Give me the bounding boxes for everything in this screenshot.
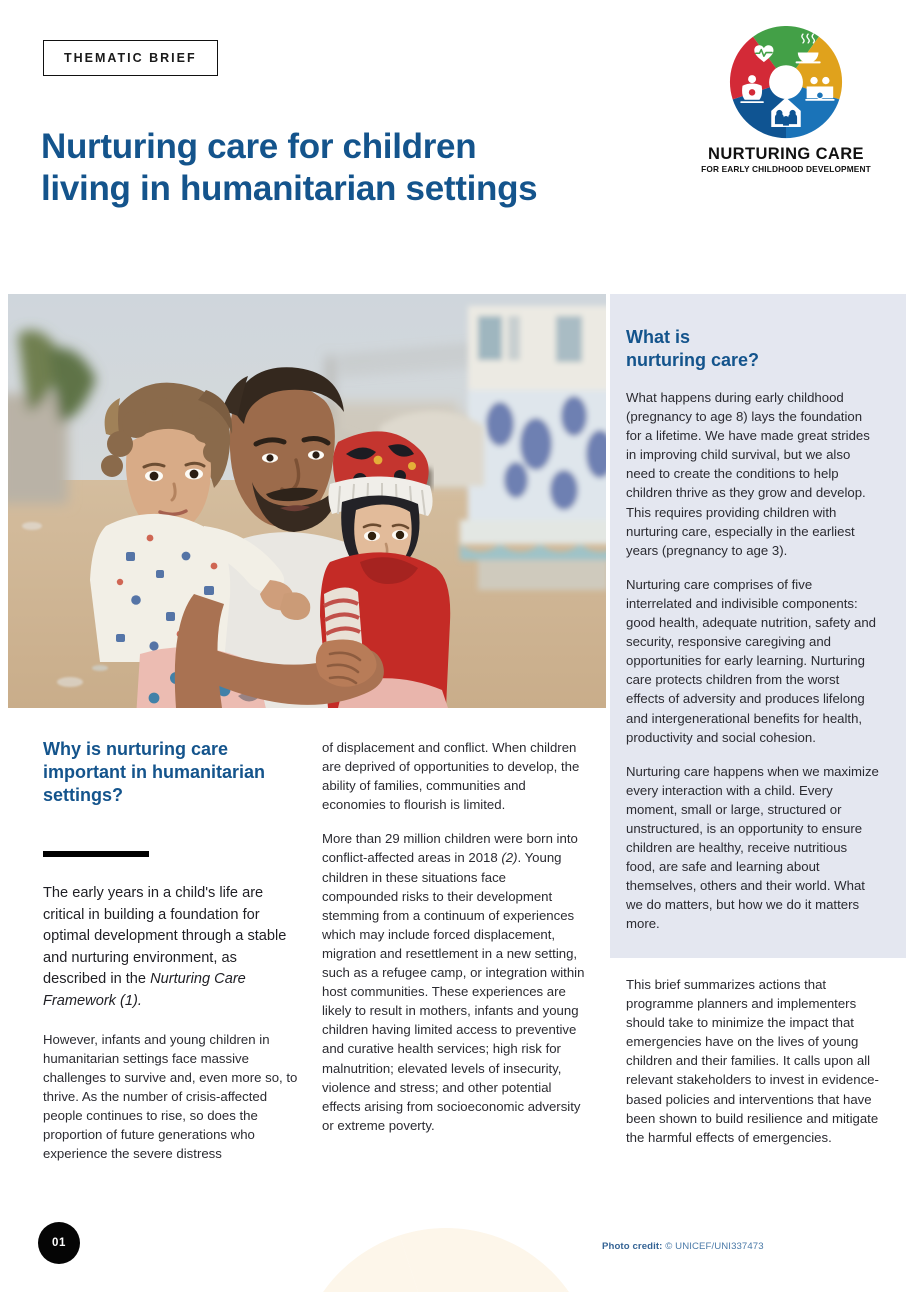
logo-subtitle: FOR EARLY CHILDHOOD DEVELOPMENT	[701, 164, 871, 175]
left-column-lead-prefix: The early years in a child's life are critical in building a foundation for optimal development through a stable and nurturing environment, as described in the	[43, 885, 287, 988]
mid-p2-citation: (2)	[501, 850, 518, 866]
photo-credit-value: © UNICEF/UNI337473	[662, 1241, 764, 1252]
left-column-heading: Why is nurturing care important in humanitarian settings?	[43, 739, 266, 805]
section-divider-rule	[43, 851, 149, 857]
sidebar-heading-line2: nurturing care?	[626, 350, 760, 370]
photo-credit-label: Photo credit:	[602, 1241, 663, 1252]
logo-title: NURTURING CARE	[708, 145, 864, 163]
nurturing-care-logo-mark	[711, 26, 861, 144]
mid-p2-prefix: More than 29 million children were born into conflict-affected areas in 2018	[322, 831, 578, 866]
left-column	[43, 738, 301, 1178]
mid-p2-suffix: . Young children in these situations face compounded risks to their development stemming from a continuum of experiences which may include forced displacement, migration and resettlement in a new setting, such as a refugee camp, or integration within host communities. These experiences are likely to result in mothers, infants and young children having limited access to preventive and curative health services; high risk for malnutrition; elevated levels of insecurity, violence and stress; and other potential effects arising from socioeconomic adversity or extreme poverty.	[322, 850, 585, 1133]
photo-credit	[602, 1241, 764, 1252]
middle-column-paragraph-2	[322, 829, 585, 1135]
thematic-brief-label: THEMATIC BRIEF	[64, 51, 197, 65]
left-column-lead-italic: Nurturing Care Framework (1).	[43, 971, 246, 1009]
sidebar-paragraph-2: Nurturing care comprises of five interrelated and indivisible components: good health, adequate nutrition, safety and security, responsive caregiving and opportunities for early learning. Nurturing care protects children from the worst effects of adversity and produces lifelong and intergenerational benefits for health, productivity and social cohesion.	[626, 576, 877, 745]
sidebar-heading	[626, 326, 880, 372]
page-number-badge: 01	[38, 1222, 80, 1264]
logo-watermark	[236, 1168, 656, 1292]
left-column-lead	[43, 883, 301, 1013]
sidebar-paragraph-3: Nurturing care happens when we maximize every interaction with a child. Every moment, small or large, structured or unstructured, is an opportunity to ensure children are healthy, receive nutritious food, are safe and learning about themselves, others and their world. What we do matters, but how we do it matters more.	[626, 763, 879, 932]
left-column-paragraph: However, infants and young children in humanitarian settings face massive challenges to survive and, even more so, to thrive. As the number of crisis-affected people continues to rise, so does the proportion of future generations who experience the severe distress	[43, 1031, 298, 1162]
sidebar-heading-line1: What is	[626, 327, 691, 347]
middle-column-paragraph-1: of displacement and conflict. When children are deprived of opportunities to develop, the ability of families, communities and economies to flourish is limited.	[322, 740, 580, 813]
page-title: Nurturing care for children living in humanitarian settings	[41, 127, 538, 208]
middle-column	[322, 738, 585, 1150]
thematic-brief-badge	[43, 40, 218, 76]
what-is-nurturing-care-panel	[610, 294, 906, 958]
sidebar-paragraph-1: What happens during early childhood (pregnancy to age 8) lays the foundation for a lifetime. We have made great strides in improving child survival, but we also need to create the conditions to help children thrive as they grow and develop. This requires providing children with nurturing care, especially in the earliest years (pregnancy to age 3).	[626, 390, 870, 558]
nurturing-care-logo	[701, 26, 871, 174]
father-holding-two-children-photo	[8, 294, 606, 708]
sidebar-closing-paragraph: This brief summarizes actions that programme planners and implementers should take to minimize the impact that emergencies have on the lives of young children and their families. It calls upon all relevant stakeholders to invest in evidence-based policies and interventions that have been shown to build resilience and mitigate the harmful effects of emergencies.	[626, 977, 879, 1145]
